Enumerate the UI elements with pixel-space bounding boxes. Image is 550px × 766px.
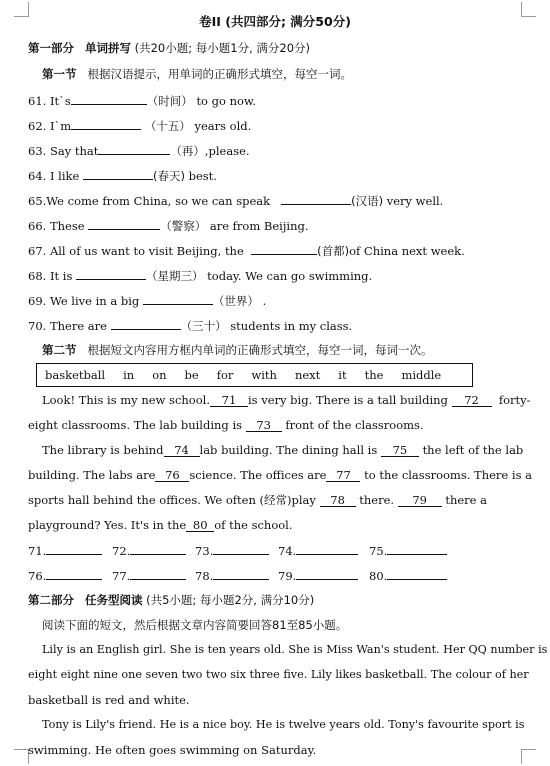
answer-blank[interactable] — [251, 242, 317, 255]
passage-text: the left of the lab — [422, 443, 524, 457]
passage-text: is very big. There is a tall building — [247, 393, 448, 407]
question-text: to go now. — [196, 94, 257, 108]
question-61 — [28, 92, 528, 109]
passage-text: science. The offices are — [189, 468, 327, 482]
answer-blank[interactable] — [83, 167, 153, 180]
passage-text: front of the classrooms. — [285, 418, 424, 432]
answer-slot-74 — [278, 542, 358, 559]
passage-line-4 — [28, 467, 532, 483]
cloze-blank-72[interactable]: 72 — [452, 394, 492, 407]
answer-number: 78. — [195, 569, 214, 583]
chinese-hint: (汉语) — [351, 194, 384, 208]
answer-number: 72. — [112, 544, 131, 558]
passage-text: Look! This is my new school. — [42, 393, 210, 407]
question-64 — [28, 167, 528, 184]
section1-label: 第一节 — [42, 67, 77, 81]
question-65 — [28, 192, 528, 209]
cloze-blank-77[interactable]: 77 — [326, 469, 360, 482]
chinese-hint: （十五） — [144, 119, 191, 133]
question-number: 68. — [28, 269, 47, 283]
part1-heading — [28, 40, 528, 56]
answer-slot-79 — [278, 567, 358, 584]
question-text: today. We can go swimming. — [207, 269, 373, 283]
question-text: We live in a big — [49, 294, 140, 308]
question-number: 67. — [28, 244, 47, 258]
answer-number: 71. — [28, 544, 47, 558]
question-text: Say that — [49, 144, 99, 158]
question-63 — [28, 142, 528, 159]
answer-line[interactable] — [213, 542, 269, 555]
question-69 — [28, 292, 528, 309]
answer-line[interactable] — [296, 542, 358, 555]
passage-text: to the classrooms. There is a — [364, 468, 532, 482]
question-70 — [28, 317, 528, 334]
passage-text: sports hall behind the offices. We often (经常)play — [28, 493, 316, 507]
word-bank-item: it — [338, 368, 347, 382]
word-bank-item: middle — [401, 368, 442, 382]
question-text: These — [49, 219, 85, 233]
reading-line-2: eight eight nine one seven two two six three five. Lily likes basketball. The colour of her — [28, 668, 529, 681]
part2-label: 第二部分 — [28, 593, 74, 607]
word-bank-item: basketball — [45, 368, 106, 382]
question-number: 65. — [28, 194, 47, 208]
question-66 — [28, 217, 528, 234]
passage-text: there a — [445, 493, 487, 507]
question-62 — [28, 117, 528, 134]
answer-slot-71 — [28, 542, 102, 559]
passage-text: building. The labs are — [28, 468, 156, 482]
question-text: It is — [49, 269, 73, 283]
answer-line[interactable] — [130, 567, 186, 580]
question-number: 66. — [28, 219, 47, 233]
answer-blank[interactable] — [98, 142, 170, 155]
reading-line-5: swimming. He often goes swimming on Saturday. — [28, 743, 317, 757]
paper-title: 卷II (共四部分; 满分50分) — [199, 14, 351, 29]
answer-line[interactable] — [387, 542, 447, 555]
question-number: 61. — [28, 94, 47, 108]
part2-heading — [28, 592, 528, 608]
question-text: ,please. — [204, 144, 250, 158]
question-text: best. — [188, 169, 217, 183]
answer-number: 75. — [369, 544, 388, 558]
answer-blank[interactable] — [281, 192, 351, 205]
part2-instruction — [42, 617, 528, 633]
answer-line[interactable] — [46, 542, 102, 555]
question-text: All of us want to visit Beijing, the — [49, 244, 244, 258]
passage-line-1 — [42, 392, 531, 408]
question-text: of China next week. — [349, 244, 465, 258]
answer-number: 80. — [369, 569, 388, 583]
answer-blank[interactable] — [88, 217, 160, 230]
passage-line-3 — [42, 442, 528, 458]
cloze-blank-78[interactable]: 78 — [320, 494, 356, 507]
part2-name: 任务型阅读 — [84, 593, 143, 607]
question-text: I like — [49, 169, 80, 183]
question-text: There are — [49, 319, 107, 333]
cloze-blank-76[interactable]: 76 — [155, 469, 189, 482]
reading-line-1: Lily is an English girl. She is ten years old. She is Miss Wan's student. Her QQ number is — [42, 643, 548, 656]
answer-slot-80 — [369, 567, 447, 584]
answer-line[interactable] — [296, 567, 358, 580]
question-68 — [28, 267, 528, 284]
answer-line[interactable] — [213, 567, 269, 580]
passage-text: of the school. — [214, 518, 293, 532]
question-text: It`s — [49, 94, 71, 108]
answer-slot-77 — [112, 567, 186, 584]
passage-text: The library is behind — [42, 443, 164, 457]
answer-blank[interactable] — [76, 267, 146, 280]
answer-slot-78 — [195, 567, 269, 584]
answer-blank[interactable] — [143, 292, 213, 305]
word-bank-item: on — [152, 368, 167, 382]
cloze-blank-79[interactable]: 79 — [398, 494, 442, 507]
section1-heading — [42, 66, 528, 82]
question-text: students in my class. — [230, 319, 353, 333]
question-67 — [28, 242, 528, 259]
question-number: 63. — [28, 144, 47, 158]
chinese-hint: （时间） — [146, 94, 193, 108]
answer-line[interactable] — [387, 567, 447, 580]
word-bank-item: with — [251, 368, 277, 382]
question-number: 69. — [28, 294, 47, 308]
passage-text: playground? Yes. It's in the — [28, 518, 187, 532]
answer-number: 74. — [278, 544, 297, 558]
reading-line-3: basketball is red and white. — [28, 693, 190, 707]
question-text: years old. — [194, 119, 252, 133]
chinese-hint: （三十） — [180, 319, 227, 333]
answer-number: 76. — [28, 569, 47, 583]
section2-instruction: 根据短文内容用方框内单词的正确形式填空，每空一词，每词一次。 — [87, 343, 433, 357]
chinese-hint: （再） — [170, 144, 205, 158]
part1-label: 第一部分 — [28, 41, 74, 55]
section2-heading — [42, 342, 528, 358]
answer-slot-72 — [112, 542, 186, 559]
answer-blank[interactable] — [71, 117, 141, 130]
answer-number: 77. — [112, 569, 131, 583]
question-number: 62. — [28, 119, 47, 133]
answer-blank[interactable] — [71, 92, 147, 105]
cloze-blank-73[interactable]: 73 — [246, 419, 282, 432]
passage-line-2 — [28, 417, 528, 433]
passage-text: there. — [359, 493, 395, 507]
chinese-hint: (春天) — [152, 169, 185, 183]
answer-line[interactable] — [130, 542, 186, 555]
cloze-blank-71[interactable]: 71 — [210, 394, 248, 407]
crop-mark-bottom-left — [14, 749, 29, 764]
part2-note: (共5小题; 每小题2分, 满分10分) — [146, 593, 315, 607]
reading-line-4: Tony is Lily's friend. He is a nice boy. He is twelve years old. Tony's favourite sport is — [42, 718, 525, 731]
instruction-text: 阅读下面的短文，然后根据文章内容简要回答81至85小题。 — [42, 618, 348, 632]
question-number: 70. — [28, 319, 47, 333]
chinese-hint: （警察） — [160, 219, 207, 233]
passage-text: forty- — [498, 393, 531, 407]
question-number: 64. — [28, 169, 47, 183]
chinese-hint: （星期三） — [146, 269, 204, 283]
word-bank-item: next — [294, 368, 321, 382]
answer-line[interactable] — [46, 567, 102, 580]
question-text: are from Beijing. — [209, 219, 309, 233]
chinese-hint: （世界） — [212, 294, 259, 308]
passage-text: lab building. The dining hall is — [199, 443, 378, 457]
answer-number: 73. — [195, 544, 214, 558]
passage-line-5 — [28, 492, 528, 508]
question-text: . — [262, 294, 267, 308]
question-text: very well. — [386, 194, 444, 208]
answer-blank[interactable] — [111, 317, 181, 330]
cloze-blank-74[interactable]: 74 — [164, 444, 200, 457]
section1-instruction: 根据汉语提示，用单词的正确形式填空，每空一词。 — [87, 67, 352, 81]
chinese-hint: (首都) — [317, 244, 350, 258]
section2-label: 第二节 — [42, 343, 77, 357]
answer-slot-76 — [28, 567, 102, 584]
word-bank-item: be — [184, 368, 199, 382]
word-bank-item: the — [364, 368, 384, 382]
word-bank-item: in — [123, 368, 135, 382]
cloze-blank-75[interactable]: 75 — [381, 444, 419, 457]
word-bank-box — [36, 363, 473, 387]
word-bank-item: for — [216, 368, 234, 382]
answer-number: 79. — [278, 569, 297, 583]
cloze-blank-80[interactable]: 80 — [186, 519, 214, 532]
part1-name: 单词拼写 — [84, 41, 131, 55]
answer-slot-75 — [369, 542, 447, 559]
passage-line-6 — [28, 517, 528, 533]
question-text: We come from China, so we can speak — [46, 194, 271, 208]
part1-note: (共20小题; 每小题1分, 满分20分) — [134, 41, 311, 55]
passage-text: eight classrooms. The lab building is — [28, 418, 243, 432]
question-text: I`m — [49, 119, 72, 133]
answer-slot-73 — [195, 542, 269, 559]
